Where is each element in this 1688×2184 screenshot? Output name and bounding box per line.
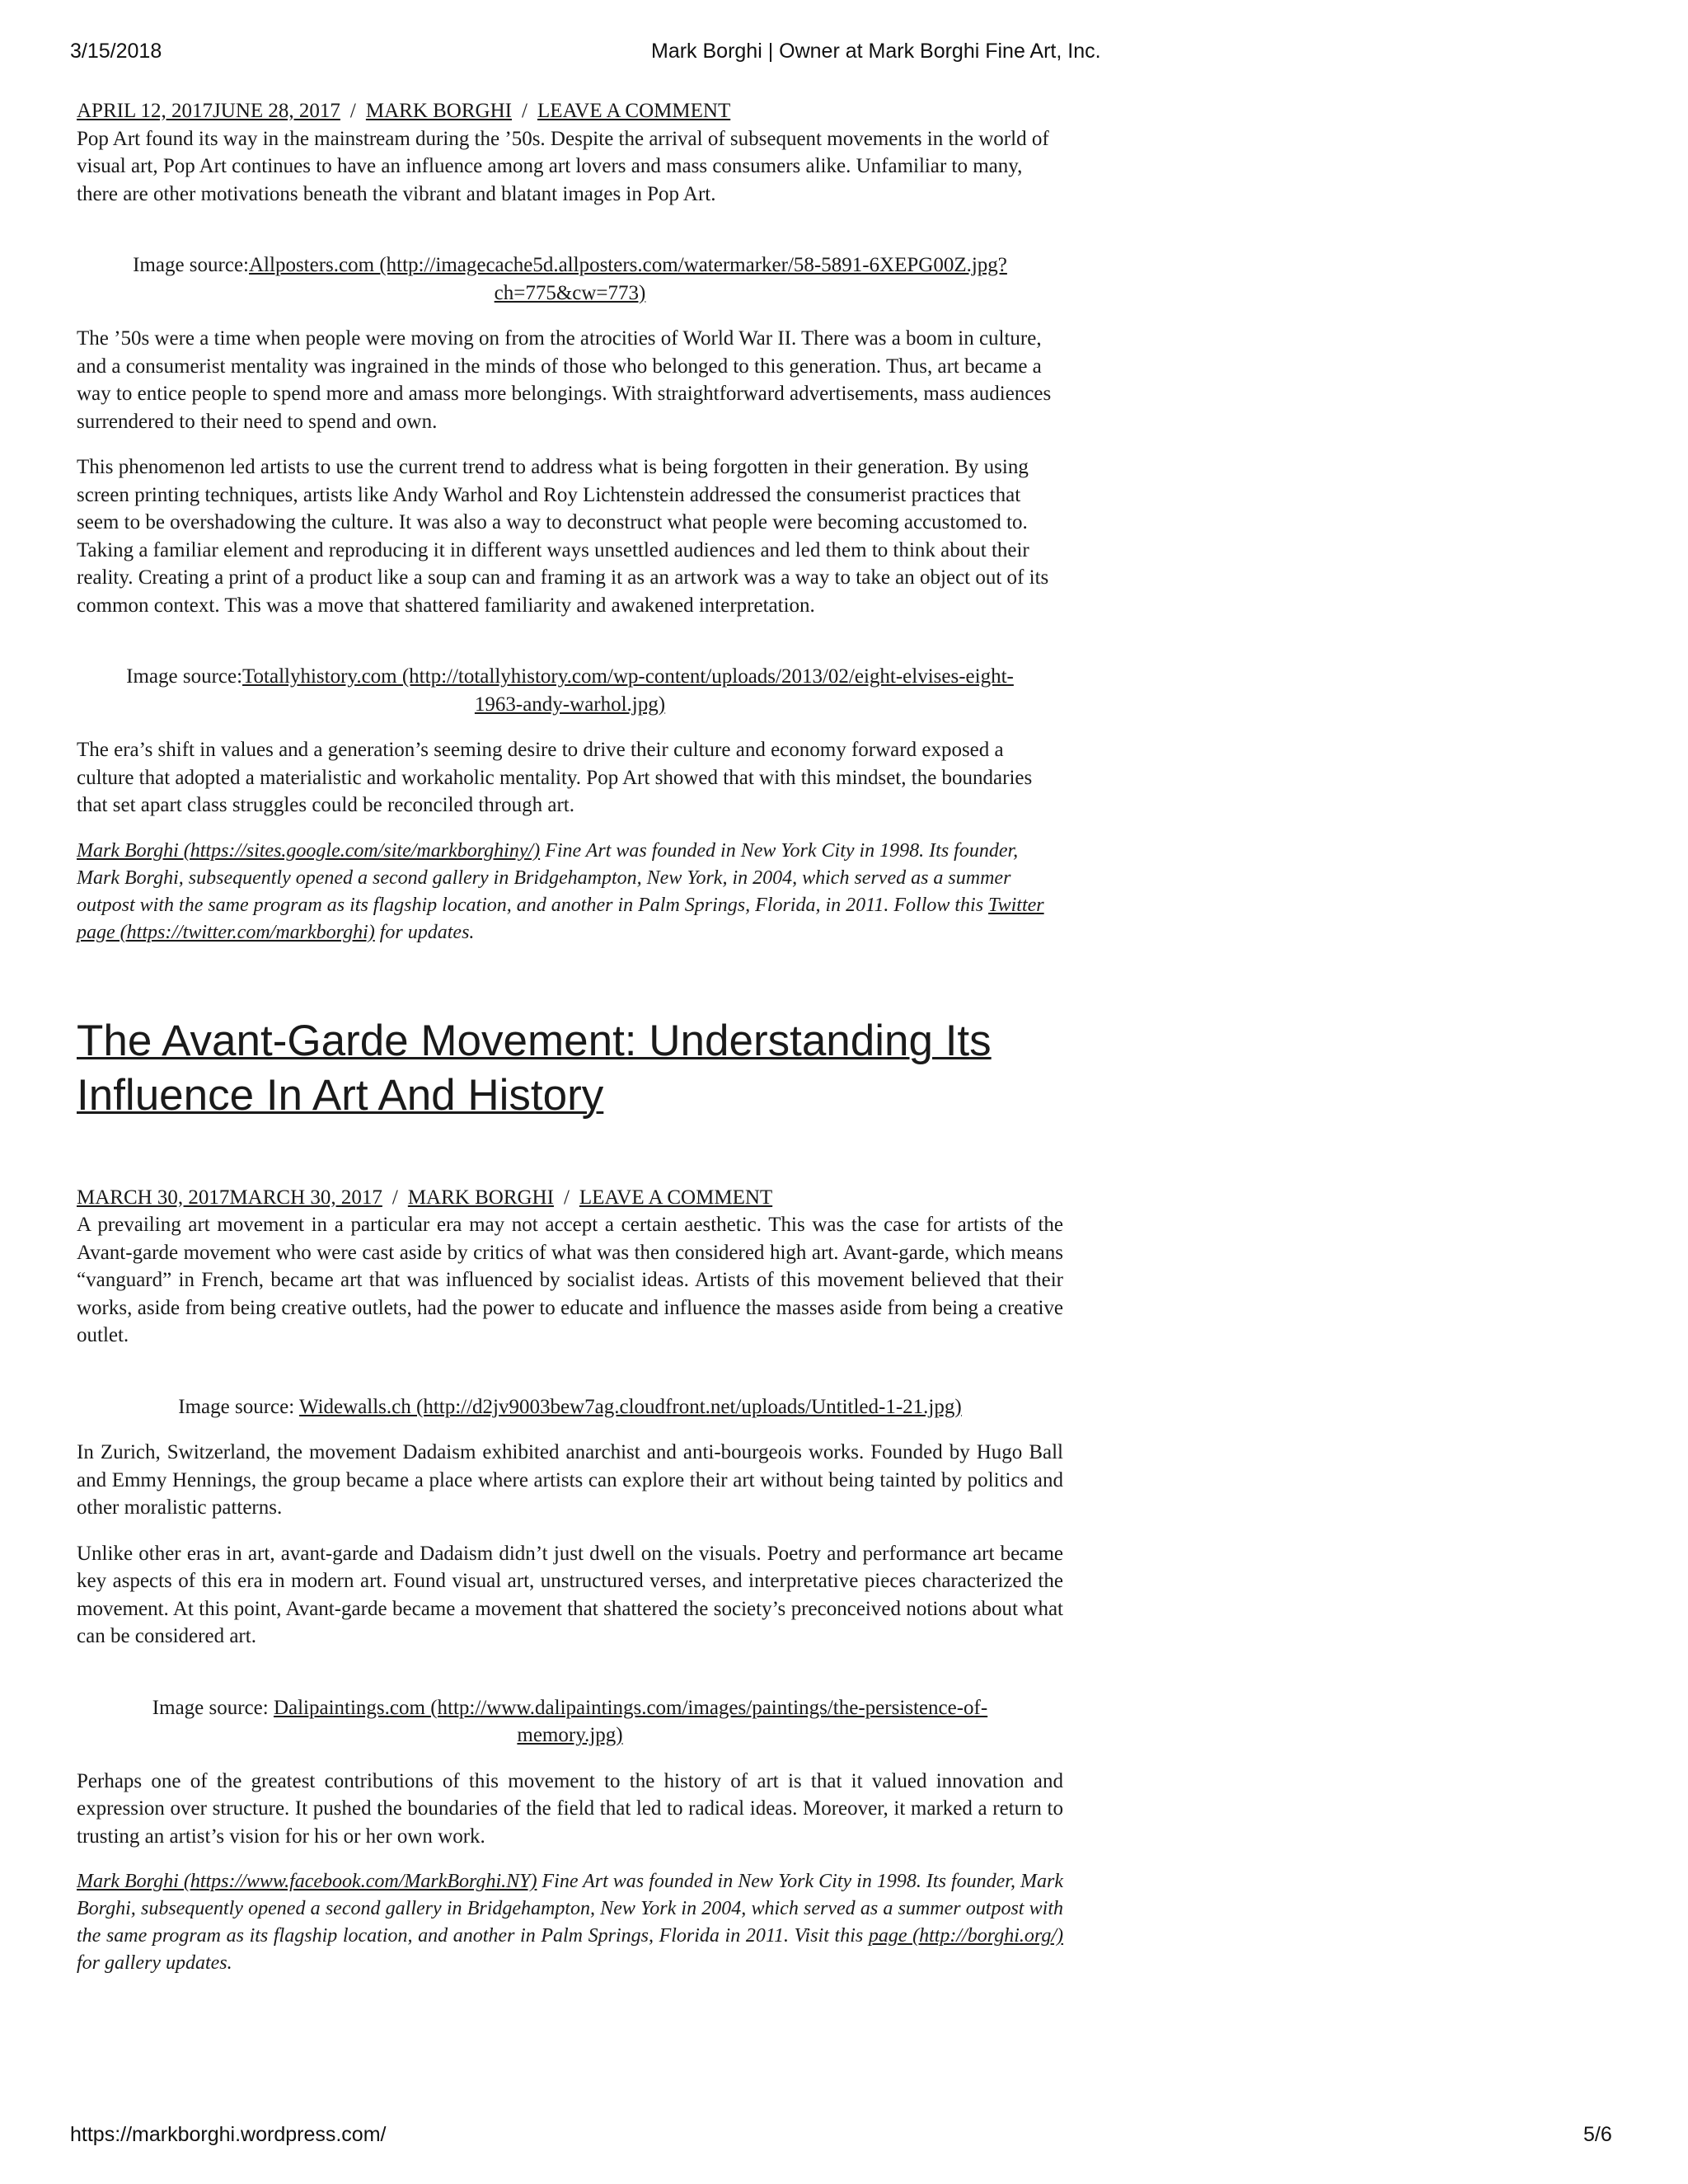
image-caption <box>77 1393 1063 1421</box>
print-title: Mark Borghi | Owner at Mark Borghi Fine Art, Inc. <box>651 40 1101 63</box>
source-link[interactable]: Mark Borghi (https://sites.google.com/site/markborghiny/) <box>77 839 541 862</box>
source-text: Fine Art was founded in New York City in 1998. Its founder, Mark Borghi, subsequently opened a second gallery in Bridgehampton, New York, in 2004, which served as a summer outpost with the same program as its flagship location, and another in Palm Springs, Florida, in 2011. Follow this <box>77 839 1019 916</box>
paragraph: A prevailing art movement in a particular era may not accept a certain aesthetic. This was the case for artists of the Avant-garde movement who were cast aside by critics of what was then considered high art. Avant-garde, which means “vanguard” in French, became art that was influenced by socialist ideas. Artists of this movement believed that their works, aside from being creative outlets, had the power to educate and influence the masses aside from being a creative outlet. <box>77 1214 1063 1346</box>
leave-comment-link[interactable]: LEAVE A COMMENT <box>537 100 731 122</box>
image-source-link[interactable]: Allposters.com (http://imagecache5d.allposters.com/watermarker/58-5891-6XEPG00Z.jpg?ch=775&cw=773) <box>249 254 1007 304</box>
paragraph: This phenomenon led artists to use the current trend to address what is being forgotten in their generation. By using screen printing techniques, artists like Andy Warhol and Roy Lichtenstein addressed the consumerist practices that seem to be overshadowing the culture. It was also a way to deconstruct what people were becoming accustomed to. Taking a familiar element and reproducing it in different ways unsettled audiences and led them to think about their reality. Creating a print of a product like a soup can and framing it as an artwork was a way to take an object out of its common context. This was a move that shattered familiarity and awakened interpretation. <box>77 456 1049 617</box>
image-source-link[interactable]: Totallyhistory.com (http://totallyhistory.com/wp-content/uploads/2013/02/eight-elvises-eight-1963-andy-warhol.jpg) <box>242 665 1014 716</box>
image-source-link[interactable]: Dalipaintings.com (http://www.dalipaintings.com/images/paintings/the-persistence-of-memory.jpg) <box>273 1696 988 1746</box>
post-date-link[interactable]: MARCH 30, 2017MARCH 30, 2017 <box>77 1186 382 1209</box>
post-meta <box>77 97 1063 125</box>
paragraph: Perhaps one of the greatest contributions of this movement to the history of art is that it valued innovation and expression over structure. It pushed the boundaries of the field that led to radical ideas. Moreover, it marked a return to trusting an artist’s vision for his or her own work. <box>77 1769 1063 1848</box>
caption-prefix: Image source: <box>152 1696 274 1719</box>
gallery-page-link[interactable]: page (http://borghi.org/) <box>868 1925 1063 1947</box>
post-meta <box>77 1184 1063 1212</box>
meta-separator: / <box>563 1186 570 1209</box>
paragraph: Unlike other eras in art, avant-garde and Dadaism didn’t just dwell on the visuals. Poetry and performance art became key aspects of this era in modern art. Found visual art, unstructured verses, and interpretative pieces characterized the movement. At this point, Avant-garde became a movement that shattered the society’s preconceived notions about what can be considered art. <box>77 1542 1063 1647</box>
content <box>77 97 1063 1995</box>
paragraph: In Zurich, Switzerland, the movement Dadaism exhibited anarchist and anti-bourgeois works. Founded by Hugo Ball and Emmy Hennings, the group became a place where artists can explore their art without being tainted by politics and other moralistic patterns. <box>77 1441 1063 1519</box>
source-text: for gallery updates. <box>77 1952 232 1974</box>
author-link[interactable]: MARK BORGHI <box>407 1186 554 1209</box>
source-text: for updates. <box>374 921 475 943</box>
author-link[interactable]: MARK BORGHI <box>365 100 512 122</box>
image-source-link[interactable]: Widewalls.ch (http://d2jv9003bew7ag.cloudfront.net/uploads/Untitled-1-21.jpg) <box>299 1395 962 1418</box>
image-caption <box>77 663 1063 718</box>
caption-prefix: Image source: <box>178 1395 299 1418</box>
source-text: Fine Art was founded in New York City in 1998. Its founder, Mark Borghi, subsequently opened a second gallery in Bridgehampton, New York in 2004, which served as a summer outpost with the same program as its flagship location, and another in Palm Springs, Florida in 2011. Visit this <box>77 1871 1063 1947</box>
twitter-link[interactable]: Twitter page (https://twitter.com/markborghi) <box>77 894 1044 943</box>
image-caption <box>77 251 1063 307</box>
paragraph: The era’s shift in values and a generation’s seeming desire to drive their culture and economy forward exposed a culture that adopted a materialistic and workaholic mentality. Pop Art showed that with this mindset, the boundaries that set apart class struggles could be reconciled through art. <box>77 739 1033 816</box>
meta-separator: / <box>349 100 356 122</box>
post-date-link[interactable]: APRIL 12, 2017JUNE 28, 2017 <box>77 100 340 122</box>
source-note <box>77 838 1063 946</box>
print-date: 3/15/2018 <box>70 40 162 63</box>
meta-separator: / <box>521 100 528 122</box>
post-title <box>77 1014 1063 1123</box>
source-link[interactable]: Mark Borghi (https://www.facebook.com/MarkBorghi.NY) <box>77 1871 537 1892</box>
paragraph: The ’50s were a time when people were moving on from the atrocities of World War II. There was a boom in culture, and a consumerist mentality was ingrained in the minds of those who belonged to this generation. Thus, art became a way to entice people to spend more and amass more belongings. With straightforward advertisements, mass audiences surrendered to their need to spend and own. <box>77 327 1052 433</box>
paragraph: Pop Art found its way in the mainstream during the ’50s. Despite the arrival of subsequent movements in the world of visual art, Pop Art continues to have an influence among art lovers and mass consumers alike. Unfamiliar to many, there are other motivations beneath the vibrant and blatant images in Pop Art. <box>77 127 1049 205</box>
page-url: https://markborghi.wordpress.com/ <box>70 2123 387 2146</box>
leave-comment-link[interactable]: LEAVE A COMMENT <box>579 1186 773 1209</box>
caption-prefix: Image source: <box>126 665 243 688</box>
page-number: 5/6 <box>1583 2123 1612 2146</box>
meta-separator: / <box>392 1186 398 1209</box>
post-title-link[interactable]: The Avant-Garde Movement: Understanding Its Influence In Art And History <box>77 1016 992 1120</box>
source-note <box>77 1868 1063 1977</box>
image-caption <box>77 1694 1063 1750</box>
caption-prefix: Image source: <box>133 254 249 276</box>
